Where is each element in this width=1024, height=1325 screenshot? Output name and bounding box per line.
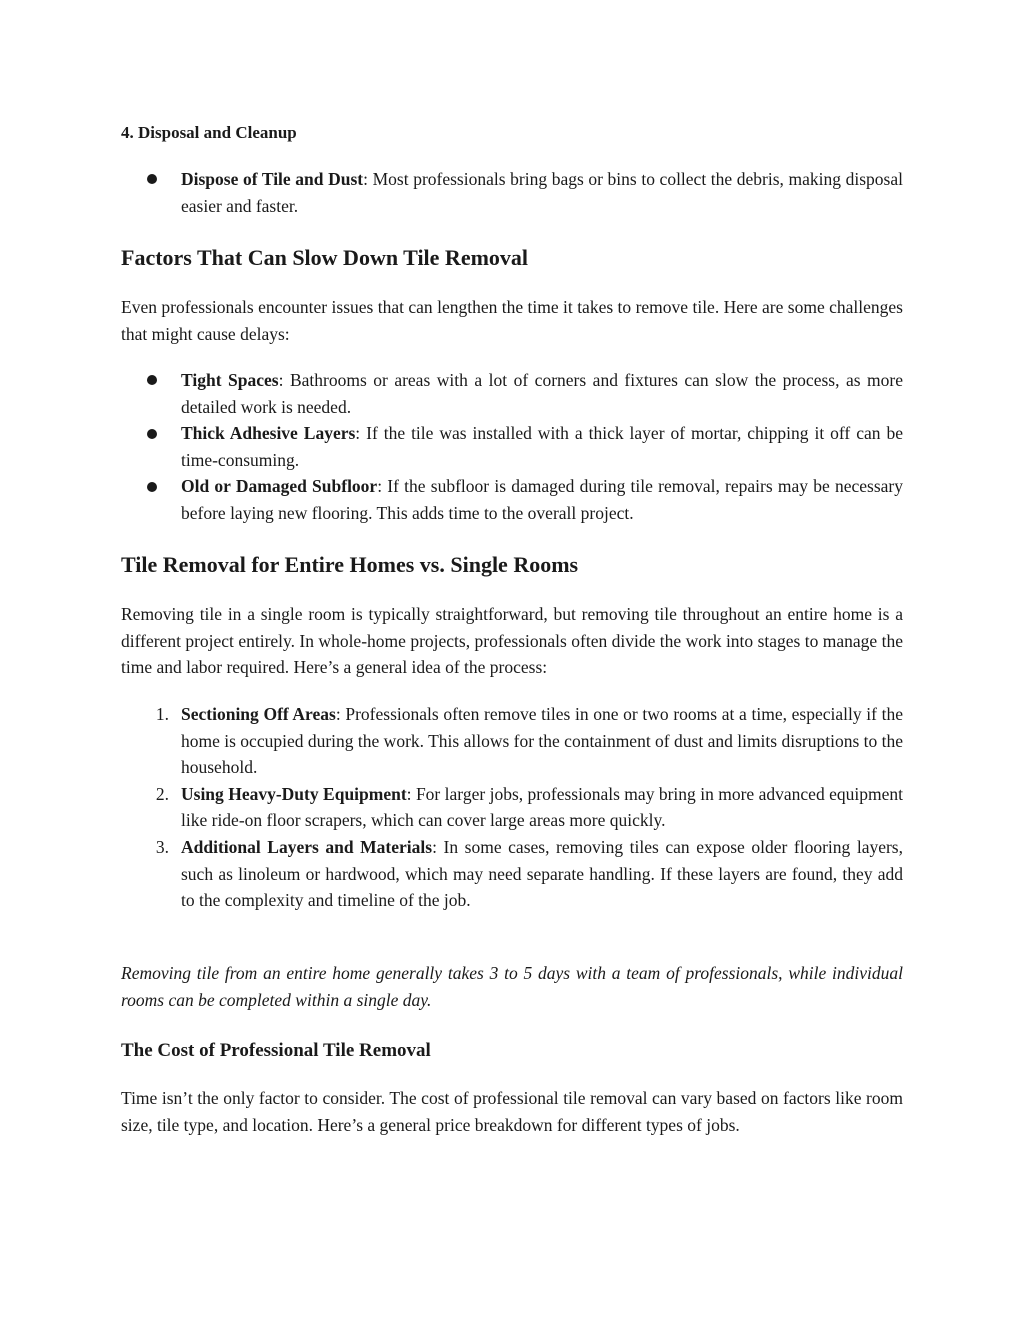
factors-intro: Even professionals encounter issues that can lengthen the time it takes to remove tile. Here are some challenges that might cause delays:: [121, 297, 903, 344]
list-item: [121, 166, 903, 219]
list-item-term: Old or Damaged Subfloor: [181, 476, 378, 497]
bullet-icon: [137, 166, 167, 193]
disposal-list: [121, 166, 903, 219]
list-item-text: : Most professionals bring bags or bins to collect the debris, making disposal easier and faster.: [181, 169, 903, 216]
list-item-term: Thick Adhesive Layers: [181, 423, 356, 444]
list-item: [121, 473, 903, 526]
list-item: [121, 420, 903, 473]
cost-heading: The Cost of Professional Tile Removal: [121, 1040, 431, 1061]
list-item-term: Sectioning Off Areas: [181, 704, 336, 724]
list-item: [121, 701, 903, 781]
bullet-icon: [137, 420, 167, 447]
list-item: [121, 834, 903, 914]
list-item: [121, 367, 903, 420]
entire-homes-note: Removing tile from an entire home generally takes 3 to 5 days with a team of professionals, while individual rooms can be completed within a single day.: [121, 963, 903, 1010]
section-heading-disposal: 4. Disposal and Cleanup: [121, 123, 297, 142]
list-item-text: : If the tile was installed with a thick layer of mortar, chipping it off can be time-consuming.: [181, 423, 903, 470]
list-number: 3.: [155, 836, 169, 857]
bullet-icon: [137, 367, 167, 394]
factors-list: [121, 367, 903, 527]
list-item-text: : If the subfloor is damaged during tile removal, repairs may be necessary before laying new flooring. This adds time to the overall project.: [181, 476, 904, 523]
list-item-text: : Bathrooms or areas with a lot of corners and fixtures can slow the process, as more detailed work is needed.: [181, 370, 903, 417]
list-item-term: Using Heavy-Duty Equipment: [181, 783, 407, 804]
list-item-term: Tight Spaces: [181, 370, 279, 390]
list-item-text: : In some cases, removing tiles can expose older flooring layers, such as linoleum or hardwood, which may need separate handling. If these layers are found, they add to the complexity and timeline of the job.: [181, 836, 903, 911]
entire-homes-list: [121, 701, 903, 914]
cost-intro: Time isn’t the only factor to consider. The cost of professional tile removal can vary based on factors like room size, tile type, and location. Here’s a general price breakdown for different types of jobs.: [121, 1088, 903, 1135]
list-item-text: : Professionals often remove tiles in one or two rooms at a time, especially if the home is occupied during the work. This allows for the containment of dust and limits disruptions to the household.: [181, 704, 903, 778]
entire-homes-heading: Tile Removal for Entire Homes vs. Single Rooms: [121, 552, 579, 577]
list-item: [121, 781, 903, 834]
list-item-text: : For larger jobs, professionals may bring in more advanced equipment like ride-on floor scrapers, which can cover large areas more quickly.: [181, 783, 903, 831]
list-number: 1.: [155, 704, 169, 724]
bullet-icon: [137, 473, 167, 500]
entire-homes-intro: Removing tile in a single room is typically straightforward, but removing tile throughout an entire home is a different project entirely. In whole-home projects, professionals often divide the work into stages to manage the time and labor required. Here’s a general idea of the process:: [121, 604, 903, 678]
list-number: 2.: [155, 783, 169, 804]
list-item-term: Additional Layers and Materials: [181, 836, 433, 857]
list-item-term: Dispose of Tile and Dust: [181, 169, 364, 189]
factors-heading: Factors That Can Slow Down Tile Removal: [121, 245, 529, 270]
